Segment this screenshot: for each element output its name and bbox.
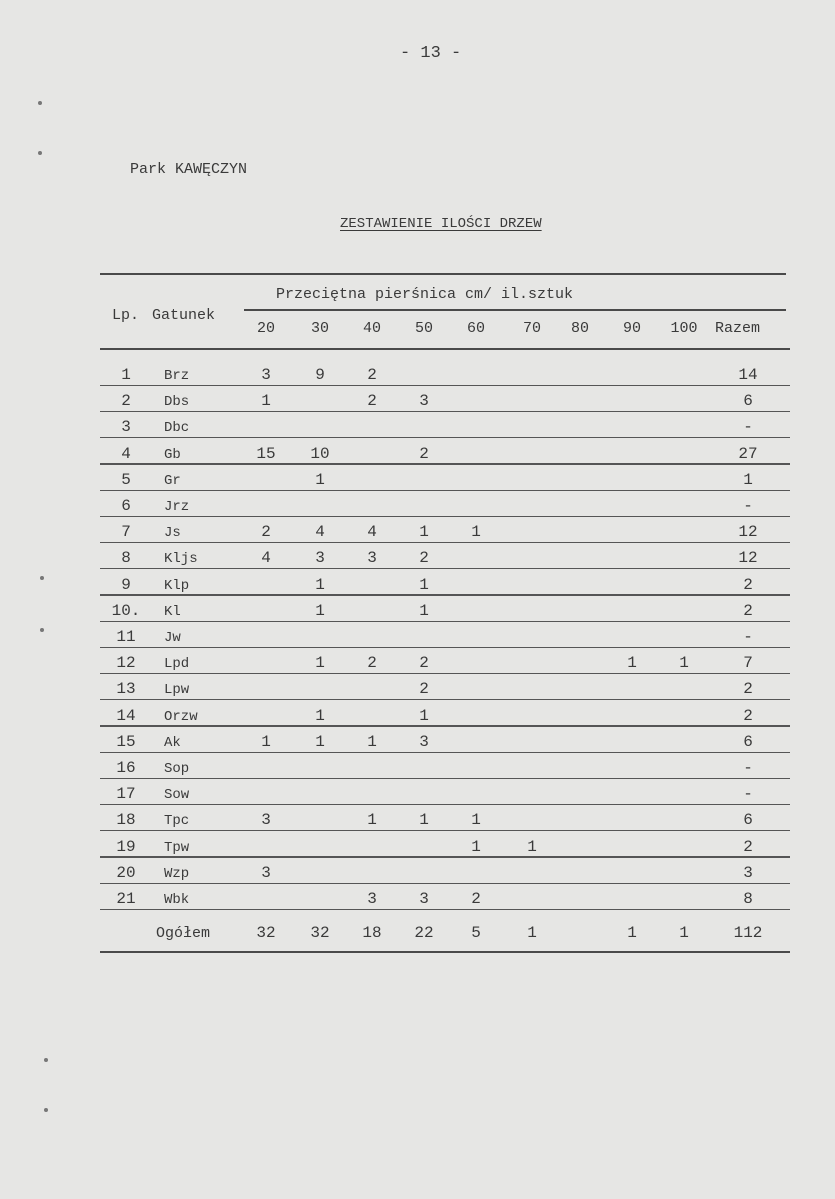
table-row: [0, 753, 835, 779]
table-row: [0, 543, 835, 569]
count-cell-70: 1: [527, 837, 537, 856]
table-row: [0, 439, 835, 465]
count-cell-20: 4: [261, 549, 271, 568]
count-cell-50: 2: [419, 654, 429, 673]
species-cell: Wzp: [164, 865, 190, 882]
count-cell-30: 3: [315, 549, 325, 568]
binder-hole-mark: [40, 628, 44, 632]
header-diameter-20: 20: [256, 320, 275, 337]
species-cell: Kljs: [164, 551, 198, 568]
footer-count-90: 1: [627, 924, 637, 942]
binder-hole-mark: [40, 576, 44, 580]
count-cell-40: 2: [367, 392, 377, 411]
row-total-cell: 2: [743, 837, 753, 856]
species-cell: Js: [164, 525, 181, 542]
header-diameter-group: Przeciętna pierśnica cm/ il.sztuk: [276, 286, 574, 303]
row-total-cell: -: [743, 497, 753, 515]
count-cell-30: 10: [310, 444, 330, 463]
row-total-cell: -: [743, 418, 753, 437]
count-cell-60: 1: [471, 837, 481, 856]
row-total-cell: -: [743, 759, 753, 777]
species-cell: Ak: [164, 734, 181, 751]
count-cell-50: 3: [419, 890, 429, 908]
row-number: 15: [116, 732, 136, 751]
species-cell: Orzw: [164, 708, 198, 725]
row-total-cell: -: [743, 628, 753, 646]
binder-hole-mark: [38, 151, 42, 155]
table-row: [0, 596, 835, 622]
row-total-cell: 7: [743, 654, 753, 673]
header-diameter-100: 100: [670, 320, 698, 337]
header-diameter-50: 50: [414, 320, 433, 337]
row-total-cell: 2: [743, 601, 753, 620]
footer-label: Ogółem: [156, 925, 211, 942]
binder-hole-mark: [44, 1058, 48, 1062]
species-cell: Klp: [164, 577, 190, 594]
count-cell-50: 1: [419, 811, 429, 830]
count-cell-40: 2: [367, 366, 377, 384]
footer-count-50: 22: [414, 924, 434, 942]
row-number: 1: [121, 366, 131, 384]
count-cell-20: 3: [261, 863, 271, 882]
species-cell: Gb: [164, 446, 181, 463]
row-total-cell: 6: [743, 811, 753, 830]
count-cell-20: 2: [261, 523, 271, 542]
count-cell-40: 1: [367, 811, 377, 830]
footer-count-30: 32: [310, 924, 330, 942]
table-row: [0, 648, 835, 674]
species-cell: Dbs: [164, 394, 190, 411]
row-total-cell: 2: [743, 680, 753, 699]
species-cell: Gr: [164, 472, 181, 489]
count-cell-50: 2: [419, 549, 429, 568]
table-row: [0, 491, 835, 517]
table-row: [0, 701, 835, 727]
binder-hole-mark: [44, 1108, 48, 1112]
row-number: 7: [121, 523, 131, 542]
row-number: 10.: [111, 601, 141, 620]
species-cell: Lpd: [164, 656, 190, 673]
table-row: [0, 779, 835, 805]
row-total-cell: 6: [743, 732, 753, 751]
header-diameter-60: 60: [466, 320, 485, 337]
row-number: 8: [121, 549, 131, 568]
row-number: 5: [121, 470, 131, 489]
species-cell: Jrz: [164, 499, 190, 515]
count-cell-50: 2: [419, 680, 429, 699]
row-total-cell: 27: [738, 444, 758, 463]
count-cell-20: 3: [261, 811, 271, 830]
count-cell-50: 3: [419, 732, 429, 751]
footer-count-100: 1: [679, 924, 689, 942]
row-number: 19: [116, 837, 136, 856]
row-total-cell: 12: [738, 523, 758, 542]
footer-count-60: 5: [471, 924, 481, 942]
row-total-cell: 8: [743, 890, 753, 908]
row-total-cell: 12: [738, 549, 758, 568]
page-number: - 13 -: [400, 44, 462, 63]
count-cell-90: 1: [627, 654, 637, 673]
row-total-cell: 2: [743, 706, 753, 725]
footer-count-70: 1: [527, 924, 537, 942]
footer-count-20: 32: [256, 924, 276, 942]
row-number: 20: [116, 863, 136, 882]
count-cell-30: 1: [315, 470, 325, 489]
count-cell-50: 1: [419, 601, 429, 620]
row-number: 6: [121, 497, 131, 515]
footer-count-40: 18: [362, 924, 382, 942]
table-row: [0, 412, 835, 438]
table-top-rule: [100, 273, 786, 275]
row-number: 11: [116, 628, 136, 646]
row-number: 12: [116, 654, 136, 673]
table-row: [0, 465, 835, 491]
count-cell-30: 1: [315, 601, 325, 620]
row-number: 4: [121, 444, 131, 463]
footer-grand-total: 112: [733, 924, 763, 942]
row-total-cell: 14: [738, 366, 758, 384]
place-label: Park KAWĘCZYN: [130, 161, 248, 178]
species-cell: Tpw: [164, 839, 190, 856]
count-cell-40: 1: [367, 732, 377, 751]
count-cell-30: 9: [315, 366, 325, 384]
count-cell-50: 1: [419, 523, 429, 542]
header-species: Gatunek: [152, 307, 216, 324]
count-cell-30: 1: [315, 654, 325, 673]
header-diameter-40: 40: [362, 320, 381, 337]
species-cell: Brz: [164, 368, 190, 384]
count-cell-40: 2: [367, 654, 377, 673]
row-number: 16: [116, 759, 136, 777]
count-cell-50: 3: [419, 392, 429, 411]
header-total: Razem: [715, 320, 761, 337]
row-number: 18: [116, 811, 136, 830]
header-bottom-rule: [100, 348, 790, 350]
count-cell-60: 1: [471, 811, 481, 830]
table-row: [0, 727, 835, 753]
count-cell-20: 15: [256, 444, 276, 463]
species-cell: Kl: [164, 603, 181, 620]
count-cell-30: 1: [315, 575, 325, 594]
row-total-cell: -: [743, 785, 753, 804]
binder-hole-mark: [38, 101, 42, 105]
row-number: 9: [121, 575, 131, 594]
row-number: 17: [116, 785, 136, 804]
count-cell-60: 1: [471, 523, 481, 542]
count-cell-60: 2: [471, 890, 481, 908]
table-row: [0, 832, 835, 858]
count-cell-30: 1: [315, 706, 325, 725]
count-cell-50: 1: [419, 706, 429, 725]
count-cell-100: 1: [679, 654, 689, 673]
count-cell-50: 2: [419, 444, 429, 463]
document-title: ZESTAWIENIE ILOŚCI DRZEW: [340, 216, 542, 232]
species-cell: Sop: [164, 761, 190, 777]
table-row: [0, 884, 835, 910]
table-row: [0, 570, 835, 596]
count-cell-50: 1: [419, 575, 429, 594]
species-cell: Lpw: [164, 682, 190, 699]
count-cell-40: 3: [367, 890, 377, 908]
table-row: [0, 805, 835, 831]
header-diameter-70: 70: [522, 320, 541, 337]
table-row: [0, 858, 835, 884]
row-number: 14: [116, 706, 136, 725]
count-cell-20: 3: [261, 366, 271, 384]
row-number: 13: [116, 680, 136, 699]
header-diameter-80: 80: [570, 320, 589, 337]
row-total-cell: 2: [743, 575, 753, 594]
header-diameter-90: 90: [622, 320, 641, 337]
table-row: [0, 622, 835, 648]
table-row: [0, 517, 835, 543]
table-row: [0, 386, 835, 412]
row-number: 2: [121, 392, 131, 411]
header-group-rule: [244, 309, 786, 311]
row-total-cell: 1: [743, 470, 753, 489]
species-cell: Dbc: [164, 420, 190, 437]
table-footer-row: [0, 918, 835, 944]
header-diameter-30: 30: [310, 320, 329, 337]
row-total-cell: 6: [743, 392, 753, 411]
species-cell: Wbk: [164, 892, 190, 908]
header-lp: Lp.: [112, 307, 140, 324]
row-total-cell: 3: [743, 863, 753, 882]
count-cell-40: 4: [367, 523, 377, 542]
row-number: 3: [121, 418, 131, 437]
count-cell-40: 3: [367, 549, 377, 568]
table-row: [0, 674, 835, 700]
species-cell: Tpc: [164, 813, 190, 830]
count-cell-30: 1: [315, 732, 325, 751]
row-number: 21: [116, 890, 136, 908]
table-bottom-rule: [100, 951, 790, 953]
count-cell-30: 4: [315, 523, 325, 542]
row-underline: [100, 909, 790, 910]
table-row: [0, 360, 835, 386]
species-cell: Jw: [164, 630, 181, 646]
count-cell-20: 1: [261, 392, 271, 411]
count-cell-20: 1: [261, 732, 271, 751]
species-cell: Sow: [164, 787, 190, 804]
